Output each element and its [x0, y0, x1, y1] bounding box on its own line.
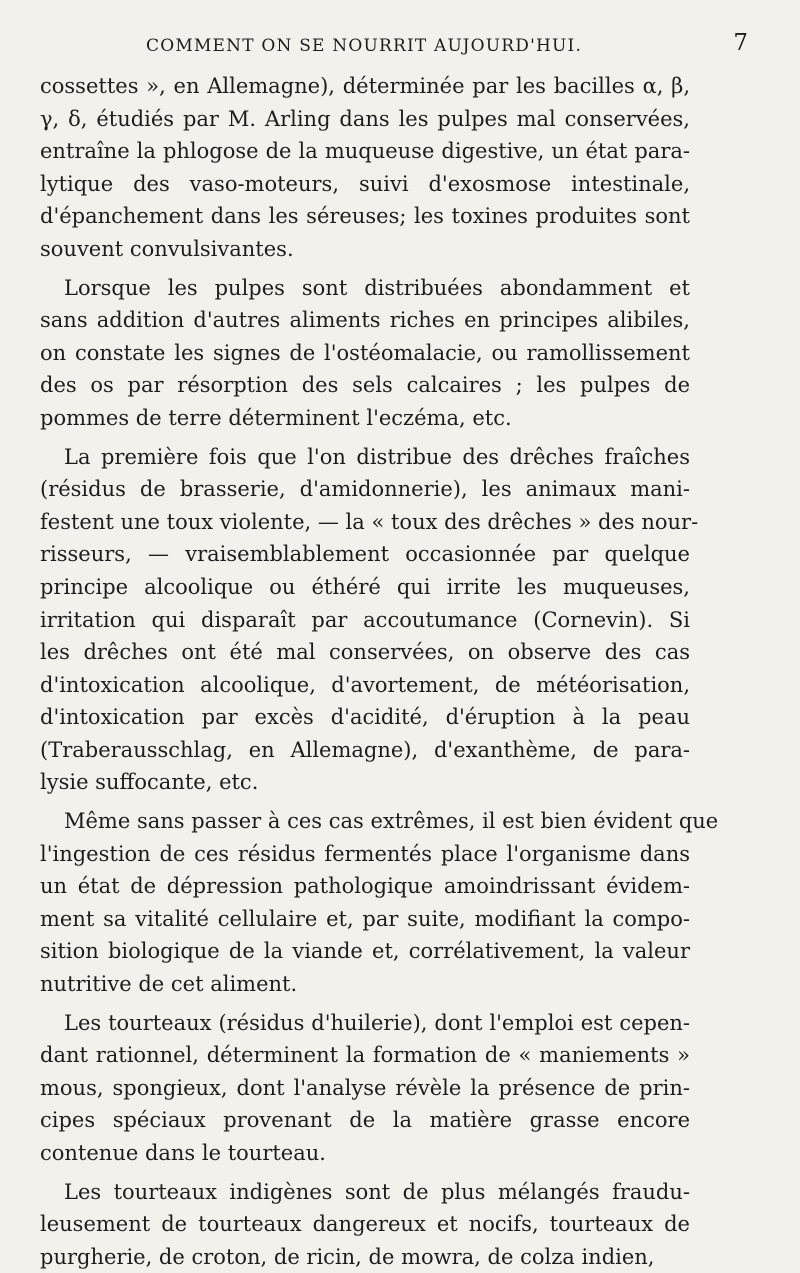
- page-number: 7: [733, 30, 748, 56]
- text-line: sition biologique de la viande et, corrélativement, la valeur: [40, 939, 690, 964]
- text-line: (Traberausschlag, en Allemagne), d'exanthème, de para-: [40, 737, 690, 762]
- text-line: Les tourteaux indigènes sont de plus mélangés fraudu-: [64, 1179, 690, 1204]
- text-line: principe alcoolique ou éthéré qui irrite les muqueuses,: [40, 574, 690, 599]
- text-line: (résidus de brasserie, d'amidonnerie), les animaux mani-: [40, 477, 690, 502]
- text-line: les drêches ont été mal conservées, on observe des cas: [40, 640, 690, 665]
- text-line: l'ingestion de ces résidus fermentés place l'organisme dans: [40, 841, 690, 866]
- text-line: lytique des vaso-moteurs, suivi d'exosmose intestinale,: [40, 171, 690, 196]
- text-line: d'épanchement dans les séreuses; les toxines produites sont: [40, 204, 690, 229]
- text-line: cossettes », en Allemagne), déterminée par les bacilles α, β,: [40, 74, 690, 98]
- paragraph: [40, 441, 699, 800]
- body-text: [40, 70, 719, 1273]
- text-line: pommes de terre déterminent l'eczéma, etc.: [40, 405, 512, 430]
- paragraph: [40, 70, 690, 266]
- text-line: cipes spéciaux provenant de la matière grasse encore: [40, 1108, 690, 1133]
- text-line: d'intoxication alcoolique, d'avortement, de météorisation,: [40, 672, 690, 697]
- text-line: festent une toux violente, — la « toux des drêches » des nour-: [40, 509, 699, 534]
- text-line: irritation qui disparaît par accoutumance (Cornevin). Si: [40, 607, 690, 632]
- text-line: contenue dans le tourteau.: [40, 1141, 326, 1165]
- paragraph: [40, 1007, 690, 1170]
- text-line: sans addition d'autres aliments riches en principes alibiles,: [40, 308, 690, 333]
- text-line: d'intoxication par excès d'acidité, d'éruption à la peau: [40, 705, 690, 730]
- text-line: dant rationnel, déterminent la formation de « maniements »: [40, 1043, 690, 1068]
- text-line: Les tourteaux (résidus d'huilerie), dont l'emploi est cepen-: [64, 1010, 690, 1035]
- text-line: entraîne la phlogose de la muqueuse digestive, un état para-: [40, 139, 690, 164]
- text-line: un état de dépression pathologique amoindrissant évidem-: [40, 874, 690, 899]
- text-line: La première fois que l'on distribue des drêches fraîches: [64, 444, 690, 469]
- text-line: souvent convulsivantes.: [40, 236, 294, 261]
- text-line: purgherie, de croton, de ricin, de mowra, de colza indien,: [40, 1244, 655, 1269]
- running-title: COMMENT ON SE NOURRIT AUJOURD'HUI.: [146, 36, 583, 56]
- text-line: ment sa vitalité cellulaire et, par suite, modifiant la compo-: [40, 906, 690, 931]
- text-line: des os par résorption des sels calcaires ; les pulpes de: [40, 373, 690, 398]
- text-line: Même sans passer à ces cas extrêmes, il est bien évident que: [64, 809, 719, 834]
- text-line: risseurs, — vraisemblablement occasionnée par quelque: [40, 542, 690, 567]
- running-head: [40, 30, 760, 62]
- text-line: on constate les signes de l'ostéomalacie, ou ramollissement: [40, 340, 690, 365]
- text-line: γ, δ, étudiés par M. Arling dans les pulpes mal conservées,: [40, 106, 690, 131]
- paragraph: [40, 805, 719, 1001]
- text-line: Lorsque les pulpes sont distribuées abondamment et: [64, 275, 690, 300]
- text-line: mous, spongieux, dont l'analyse révèle la présence de prin-: [40, 1075, 690, 1100]
- text-line: nutritive de cet aliment.: [40, 972, 298, 997]
- text-line: lysie suffocante, etc.: [40, 770, 259, 795]
- text-line: leusement de tourteaux dangereux et nocifs, tourteaux de: [40, 1212, 690, 1237]
- paragraph: [40, 1176, 690, 1273]
- paragraph: [40, 272, 690, 435]
